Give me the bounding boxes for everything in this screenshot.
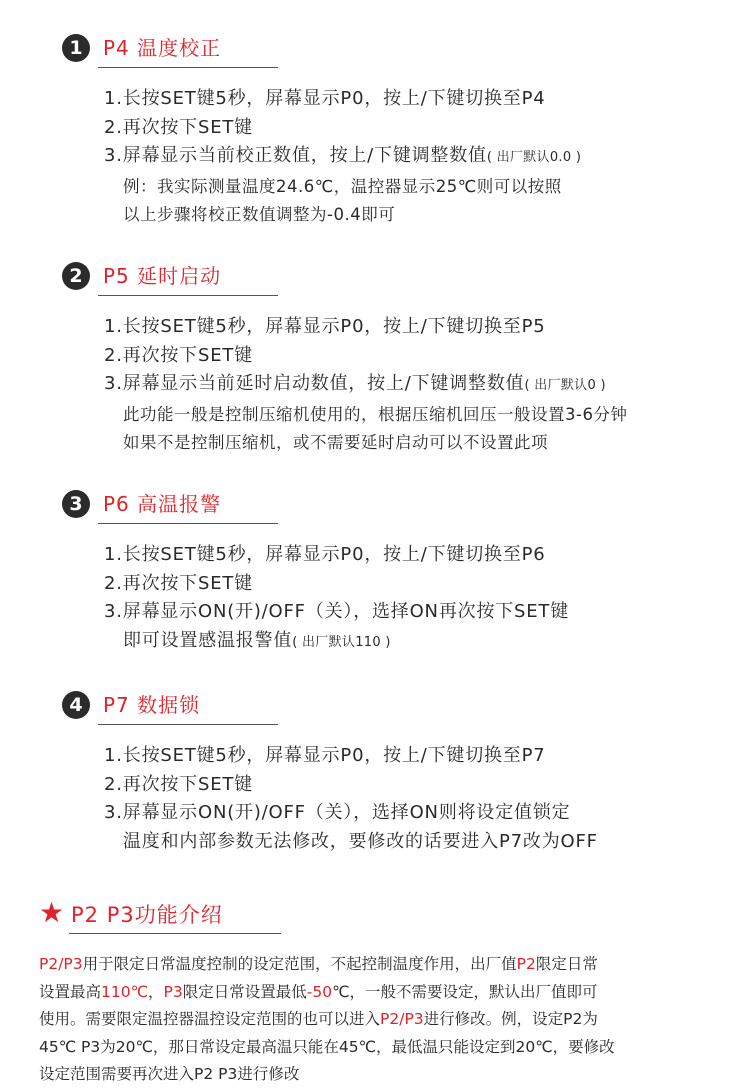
title-underline <box>98 295 278 296</box>
example-line-1: 例：我实际测量温度24.6℃，温控器显示25℃则可以按照 <box>123 176 562 196</box>
number-badge: 1 <box>62 34 90 62</box>
step-3 <box>104 142 581 173</box>
paragraph-line <box>39 951 729 979</box>
highlight: P2/P3 <box>380 1010 424 1028</box>
extra-line: 温度和内部参数无法修改，要修改的话要进入P7改为OFF <box>123 830 598 852</box>
section-title: P4 温度校正 <box>103 36 222 60</box>
step-1: 1.长按SET键5秒，屏幕显示P0，按上/下键切换至P7 <box>104 745 546 766</box>
text: 使用。需要限定温控器温控设定范围的也可以进入 <box>39 1010 381 1028</box>
number-badge: 2 <box>62 262 90 290</box>
step-3-text: 3.屏幕显示当前延时启动数值，按上/下键调整数值 <box>104 373 525 394</box>
paragraph-line: 设定范围需要再次进入P2 P3进行修改 <box>39 1065 300 1083</box>
paragraph-line <box>39 1006 729 1034</box>
step-2: 2.再次按下SET键 <box>104 572 253 594</box>
text: ℃，一般不需要设定，默认出厂值即可 <box>332 982 598 1001</box>
step-list <box>104 85 581 230</box>
p2p3-description <box>39 951 729 1089</box>
step-2: 2.再次按下SET键 <box>104 344 253 366</box>
text: 用于限定日常温度控制的设定范围，不起控制温度作用，出厂值 <box>82 955 517 973</box>
section-title: P7 数据锁 <box>103 693 201 717</box>
extra-text: 即可设置感温报警值 <box>123 629 293 651</box>
extra-line <box>104 627 569 658</box>
default-note: ( 出厂默认110 ) <box>292 634 391 650</box>
text: 进行修改。例，设定P2为 <box>423 1010 598 1028</box>
highlight: P2 <box>516 955 536 973</box>
step-list <box>104 742 598 856</box>
step-1: 1.长按SET键5秒，屏幕显示P0，按上/下键切换至P6 <box>104 544 546 565</box>
highlight: -50 <box>306 982 333 1001</box>
number-badge: 3 <box>62 490 90 518</box>
paragraph-line <box>39 979 729 1007</box>
highlight: P3 <box>163 982 183 1001</box>
step-3-text: 3.屏幕显示当前校正数值，按上/下键调整数值 <box>104 145 487 166</box>
step-3: 3.屏幕显示ON(开)/OFF（关），选择ON则将设定值锁定 <box>104 802 571 823</box>
step-3 <box>104 370 627 401</box>
text: 限定日常设置最低 <box>182 982 307 1001</box>
star-icon: ★ <box>39 896 65 929</box>
step-list <box>104 313 627 458</box>
text: 设置最高 <box>39 982 102 1001</box>
highlight: P2/P3 <box>39 955 83 973</box>
note-line-1: 此功能一般是控制压缩机使用的，根据压缩机回压一般设置3-6分钟 <box>123 404 628 424</box>
step-1: 1.长按SET键5秒，屏幕显示P0，按上/下键切换至P5 <box>104 316 546 337</box>
step-3: 3.屏幕显示ON(开)/OFF（关），选择ON再次按下SET键 <box>104 601 570 622</box>
title-underline <box>98 724 278 725</box>
title-underline <box>98 523 278 524</box>
section-title: P6 高温报警 <box>103 492 222 516</box>
p2p3-title: P2 P3功能介绍 <box>71 903 223 927</box>
text: 限定日常 <box>535 955 598 973</box>
number-badge: 4 <box>62 691 90 719</box>
paragraph-line: 45℃ P3为20℃，那日常设定最高温只能在45℃，最低温只能设定到20℃，要修改 <box>39 1037 615 1056</box>
text: ， <box>148 982 164 1001</box>
example-line-2: 以上步骤将校正数值调整为-0.4即可 <box>123 205 396 224</box>
step-2: 2.再次按下SET键 <box>104 773 253 795</box>
step-1: 1.长按SET键5秒，屏幕显示P0，按上/下键切换至P4 <box>104 88 546 109</box>
default-note: ( 出厂默认0 ) <box>524 378 606 393</box>
default-note: ( 出厂默认0.0 ) <box>486 150 582 165</box>
note-line-2: 如果不是控制压缩机，或不需要延时启动可以不设置此项 <box>123 433 548 452</box>
step-list <box>104 541 569 657</box>
step-2: 2.再次按下SET键 <box>104 116 253 138</box>
title-underline <box>69 933 281 934</box>
section-title: P5 延时启动 <box>103 264 222 288</box>
title-underline <box>98 67 278 68</box>
highlight: 110℃ <box>101 982 149 1001</box>
